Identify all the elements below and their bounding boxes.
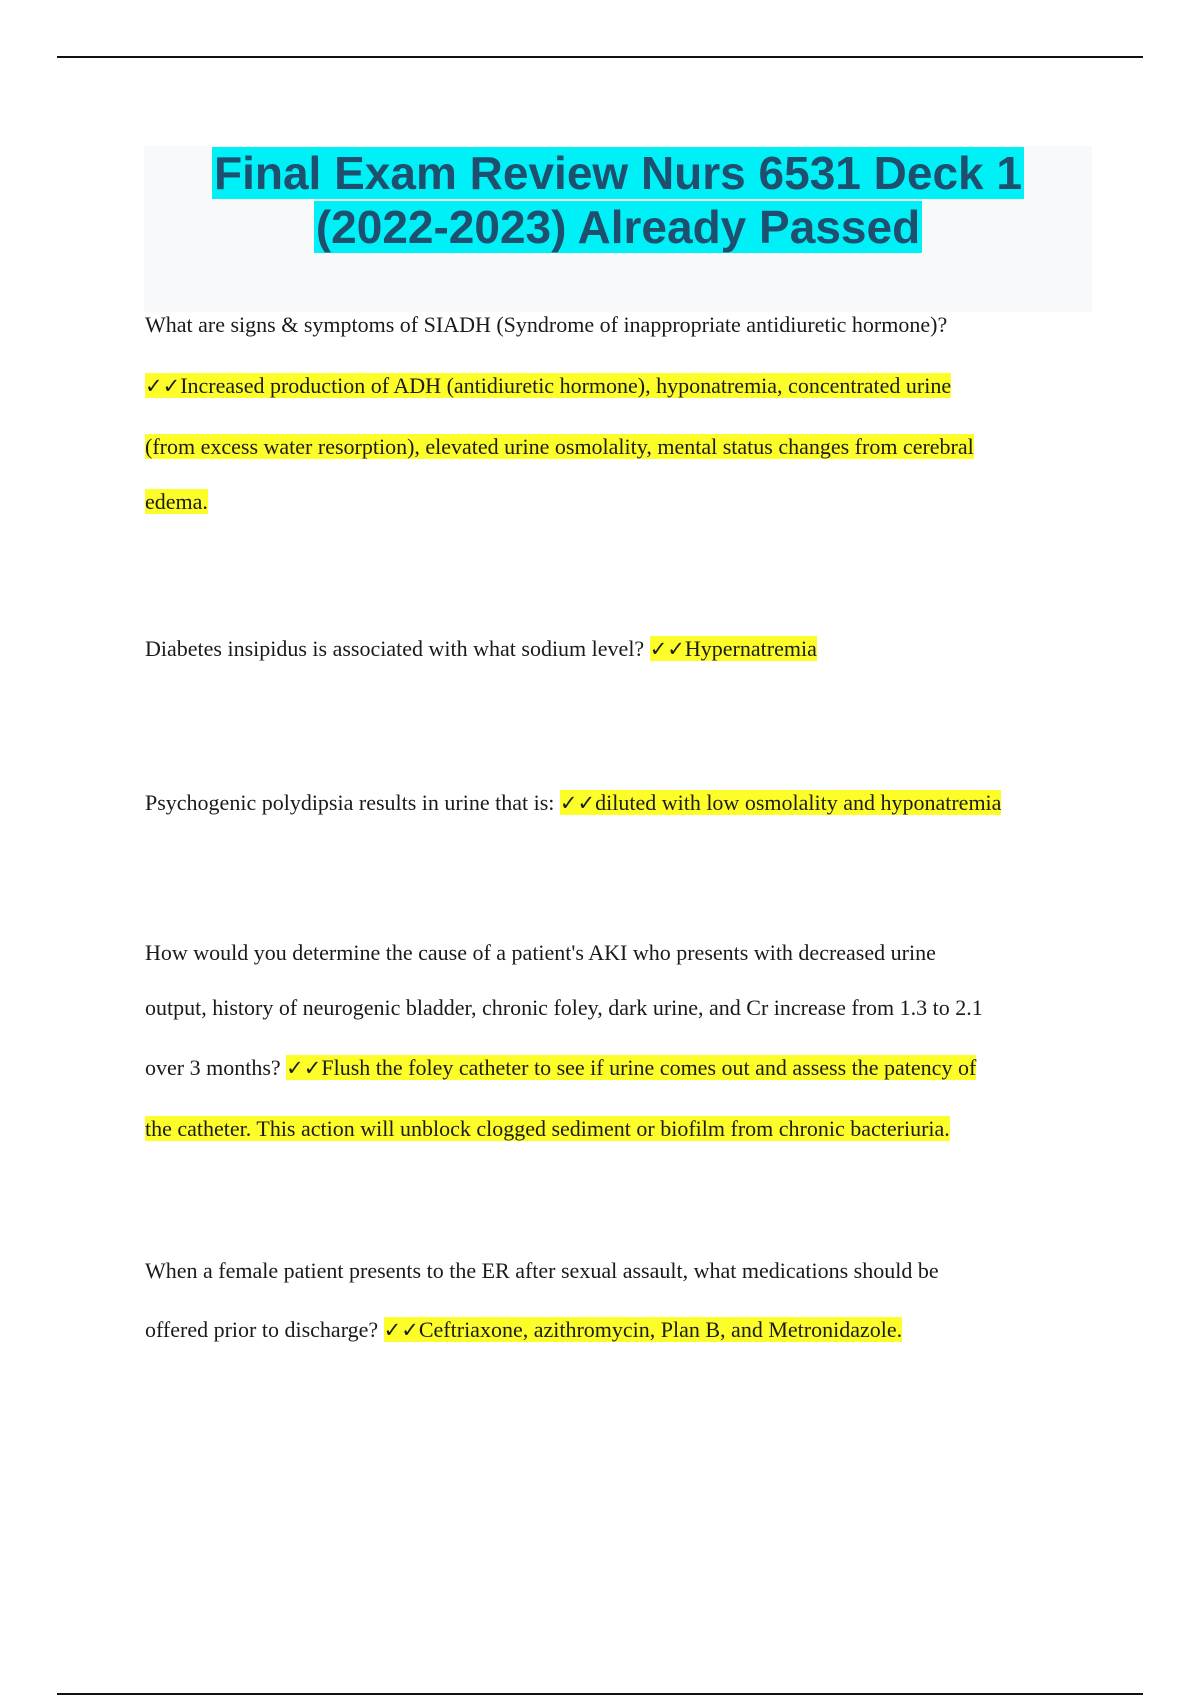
question-3-line-1: Psychogenic polydipsia results in urine that is: ✓✓diluted with low osmolality and hyponatremia — [145, 790, 1002, 815]
question-4-line-2: output, history of neurogenic bladder, chronic foley, dark urine, and Cr increase from 1.3 to 2.1 — [145, 995, 983, 1020]
bottom-rule — [57, 1693, 1143, 1695]
answer-1-line-2: (from excess water resorption), elevated urine osmolality, mental status changes from cerebral — [145, 434, 974, 459]
check-mark-icon: ✓✓ — [286, 1056, 322, 1080]
answer-4-line-2: the catheter. This action will unblock clogged sediment or biofilm from chronic bacteriuria. — [145, 1116, 950, 1141]
title-banner — [144, 146, 1092, 312]
question-4-line-1: How would you determine the cause of a patient's AKI who presents with decreased urine — [145, 940, 936, 965]
question-2-line-1: Diabetes insipidus is associated with what sodium level? ✓✓Hypernatremia — [145, 636, 817, 661]
check-mark-icon: ✓✓ — [383, 1318, 419, 1342]
question-1-line-1: What are signs & symptoms of SIADH (Syndrome of inappropriate antidiuretic hormone)? — [145, 312, 948, 337]
document-title — [212, 146, 1024, 254]
check-mark-icon: ✓✓ — [649, 637, 685, 661]
question-4-line-3: over 3 months? ✓✓Flush the foley catheter to see if urine comes out and assess the patency of — [145, 1055, 977, 1080]
title-line-2: (2022-2023) Already Passed — [315, 201, 921, 253]
question-5-line-2: offered prior to discharge? ✓✓Ceftriaxone, azithromycin, Plan B, and Metronidazole. — [145, 1317, 903, 1342]
top-rule — [57, 56, 1143, 58]
question-5-line-1: When a female patient presents to the ER after sexual assault, what medications should be — [145, 1258, 939, 1283]
title-line-1: Final Exam Review Nurs 6531 Deck 1 — [214, 147, 1022, 199]
answer-1-line-3: edema. — [145, 489, 208, 514]
check-mark-icon: ✓✓ — [145, 374, 181, 398]
check-mark-icon: ✓✓ — [559, 791, 596, 815]
answer-1-line-1: ✓✓Increased production of ADH (antidiuretic hormone), hyponatremia, concentrated urine — [145, 373, 952, 398]
